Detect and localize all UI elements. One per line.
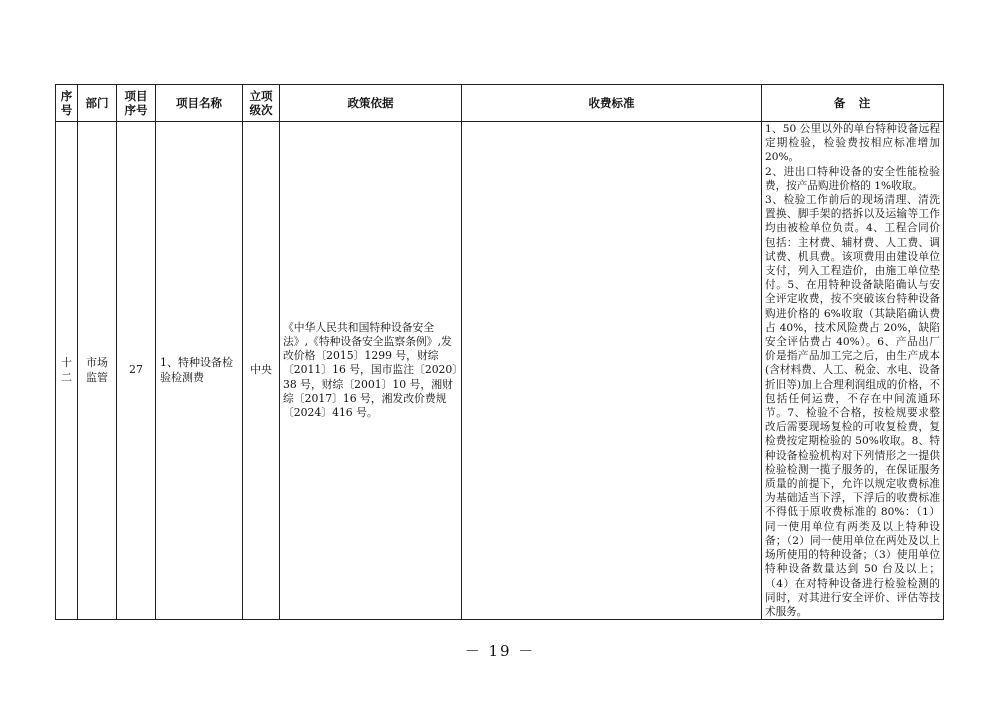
header-fee-standard: 收费标准 [462,85,762,122]
fee-table [55,84,944,620]
cell-remarks: 1、50 公里以外的单台特种设备远程定期检验，检验费按相应标准增加 20%。 2、进出口特种设备的安全性能检验费，按产品购进价格的 1%收取。 3、检验工作前后的现场清理、清洗置换、脚手架的搭拆以及运输等工作均由被检单位负责。4、工程合同价包括：主材费、辅材费、人工费、调试费、机具费。该项费用由建设单位支付，列入工程造价，由施工单位垫付。5、在用特种设备缺陷确认与安全评定收费，按不突破该台特种设备购进价格的 6%收取（其缺陷确认费占 40%，技术风险费占 20%，缺陷安全评估费占 40%）。6、产品出厂价是指产品加工完之后，由生产成本(含材料费、人工、税金、水电、设备折旧等)加上合理利润组成的价格，不包括任何运费，不存在中间流通环节。7、检验不合格，按检规要求整改后需要现场复检的可收复检费，复检费按定期检验的 50%收取。8、特种设备检验机构对下列情形之一提供检验检测一揽子服务的，在保证服务质量的前提下，允许以规定收费标准为基础适当下浮，下浮后的收费标准不得低于原收费标准的 80%：（1）同一使用单位有两类及以上特种设备；（2）同一使用单位在两处及以上场所使用的特种设备；（3）使用单位特种设备数量达到 50 台及以上；（4）在对特种设备进行检验检测的同时，对其进行安全评价、评估等技术服务。 [762,122,944,620]
cell-level: 中央 [243,122,280,620]
page-number: － 19 － [464,642,536,660]
cell-seq: 十二 [56,122,78,620]
header-remarks: 备 注 [762,85,944,122]
header-item-name: 项目名称 [156,85,243,122]
table-row [56,122,944,620]
cell-policy: 《中华人民共和国特种设备安全法》,《特种设备安全监察条例》,发改价格〔2015〕1299 号，财综〔2011〕16 号，国市监注〔2020〕38 号，财综〔2001〕10 号，湘财综〔2017〕16 号，湘发改价费规〔2024〕416 号。 [280,122,462,620]
header-seq: 序号 [56,85,78,122]
cell-item-no: 27 [117,122,156,620]
cell-fee-standard [462,122,762,620]
header-dept: 部门 [78,85,117,122]
header-level: 立项级次 [243,85,280,122]
header-item-no: 项目序号 [117,85,156,122]
cell-dept: 市场监管 [78,122,117,620]
header-row [56,85,944,122]
fee-table-container [55,84,944,620]
header-policy: 政策依据 [280,85,462,122]
cell-item-name: 1、特种设备检验检测费 [156,122,243,620]
